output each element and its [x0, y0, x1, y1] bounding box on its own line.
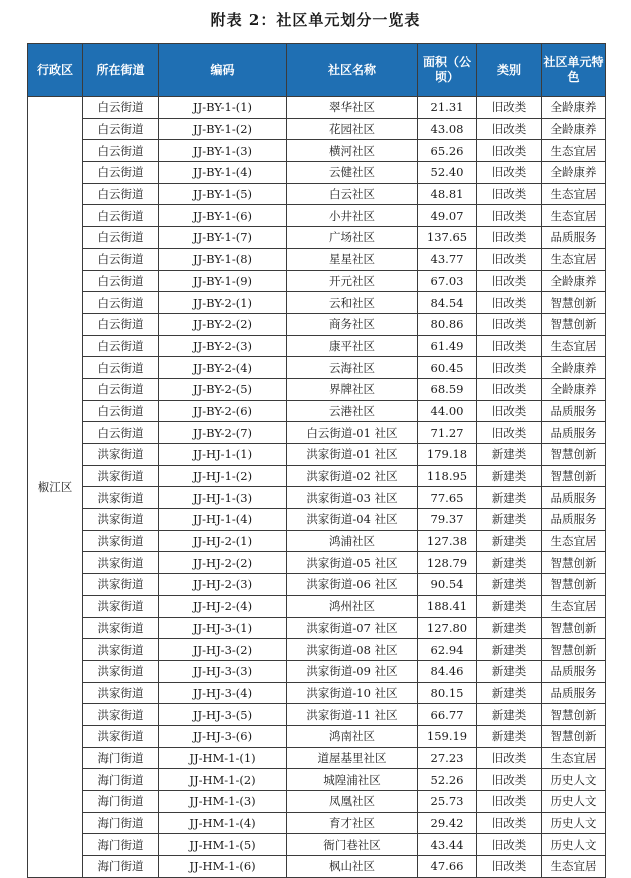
table-row	[28, 97, 606, 119]
table-row	[28, 378, 606, 400]
street-cell: 洪家街道	[83, 704, 159, 726]
category-cell: 新建类	[477, 617, 542, 639]
feature-cell: 品质服务	[542, 227, 606, 249]
feature-cell: 生态宜居	[542, 856, 606, 878]
table-row	[28, 313, 606, 335]
category-cell: 旧改类	[477, 422, 542, 444]
page-title: 附表 2：社区单元划分一览表	[210, 11, 421, 29]
community-name-cell: 枫山社区	[287, 856, 418, 878]
area-cell: 128.79	[418, 552, 477, 574]
street-cell: 洪家街道	[83, 725, 159, 747]
street-cell: 白云街道	[83, 400, 159, 422]
feature-cell: 智慧创新	[542, 617, 606, 639]
feature-cell: 全龄康养	[542, 118, 606, 140]
category-cell: 新建类	[477, 682, 542, 704]
street-cell: 海门街道	[83, 834, 159, 856]
code-cell: JJ-HM-1-(1)	[159, 747, 287, 769]
category-cell: 新建类	[477, 509, 542, 531]
area-cell: 25.73	[418, 791, 477, 813]
code-cell: JJ-HJ-2-(4)	[159, 595, 287, 617]
code-cell: JJ-BY-2-(3)	[159, 335, 287, 357]
header-street: 所在街道	[83, 44, 159, 97]
category-cell: 旧改类	[477, 812, 542, 834]
feature-cell: 全龄康养	[542, 378, 606, 400]
table-row	[28, 704, 606, 726]
street-cell: 海门街道	[83, 747, 159, 769]
code-cell: JJ-HJ-3-(3)	[159, 660, 287, 682]
feature-cell: 生态宜居	[542, 248, 606, 270]
code-cell: JJ-BY-1-(7)	[159, 227, 287, 249]
community-name-cell: 道屋基里社区	[287, 747, 418, 769]
community-name-cell: 云和社区	[287, 292, 418, 314]
feature-cell: 历史人文	[542, 769, 606, 791]
header-community-name: 社区名称	[287, 44, 418, 97]
category-cell: 旧改类	[477, 248, 542, 270]
category-cell: 旧改类	[477, 270, 542, 292]
category-cell: 新建类	[477, 704, 542, 726]
table-row	[28, 769, 606, 791]
category-cell: 新建类	[477, 639, 542, 661]
category-cell: 旧改类	[477, 834, 542, 856]
feature-cell: 品质服务	[542, 422, 606, 444]
category-cell: 旧改类	[477, 335, 542, 357]
community-name-cell: 康平社区	[287, 335, 418, 357]
category-cell: 旧改类	[477, 791, 542, 813]
table-row	[28, 747, 606, 769]
feature-cell: 品质服务	[542, 509, 606, 531]
community-name-cell: 洪家街道-04 社区	[287, 509, 418, 531]
code-cell: JJ-HJ-1-(1)	[159, 444, 287, 466]
code-cell: JJ-HJ-3-(1)	[159, 617, 287, 639]
category-cell: 旧改类	[477, 769, 542, 791]
code-cell: JJ-BY-1-(2)	[159, 118, 287, 140]
table-row	[28, 682, 606, 704]
area-cell: 43.77	[418, 248, 477, 270]
community-name-cell: 云健社区	[287, 162, 418, 184]
street-cell: 洪家街道	[83, 682, 159, 704]
street-cell: 白云街道	[83, 422, 159, 444]
street-cell: 白云街道	[83, 248, 159, 270]
table-row	[28, 444, 606, 466]
table-row	[28, 639, 606, 661]
area-cell: 179.18	[418, 444, 477, 466]
code-cell: JJ-HM-1-(5)	[159, 834, 287, 856]
code-cell: JJ-HJ-2-(1)	[159, 530, 287, 552]
category-cell: 新建类	[477, 660, 542, 682]
community-name-cell: 白云社区	[287, 183, 418, 205]
community-unit-table	[27, 43, 606, 878]
code-cell: JJ-HJ-1-(4)	[159, 509, 287, 531]
feature-cell: 品质服务	[542, 400, 606, 422]
area-cell: 52.40	[418, 162, 477, 184]
code-cell: JJ-BY-2-(5)	[159, 378, 287, 400]
feature-cell: 智慧创新	[542, 639, 606, 661]
category-cell: 旧改类	[477, 400, 542, 422]
table-row	[28, 595, 606, 617]
street-cell: 洪家街道	[83, 639, 159, 661]
community-name-cell: 鸿南社区	[287, 725, 418, 747]
area-cell: 80.86	[418, 313, 477, 335]
category-cell: 旧改类	[477, 162, 542, 184]
table-row	[28, 270, 606, 292]
category-cell: 新建类	[477, 444, 542, 466]
street-cell: 白云街道	[83, 97, 159, 119]
category-cell: 新建类	[477, 595, 542, 617]
table-row	[28, 834, 606, 856]
feature-cell: 智慧创新	[542, 704, 606, 726]
table-row	[28, 248, 606, 270]
street-cell: 洪家街道	[83, 660, 159, 682]
area-cell: 65.26	[418, 140, 477, 162]
street-cell: 白云街道	[83, 357, 159, 379]
community-name-cell: 洪家街道-08 社区	[287, 639, 418, 661]
category-cell: 旧改类	[477, 292, 542, 314]
area-cell: 61.49	[418, 335, 477, 357]
district-cell: 椒江区	[28, 97, 83, 878]
feature-cell: 生态宜居	[542, 747, 606, 769]
category-cell: 旧改类	[477, 97, 542, 119]
table-row	[28, 725, 606, 747]
street-cell: 白云街道	[83, 205, 159, 227]
feature-cell: 智慧创新	[542, 725, 606, 747]
code-cell: JJ-HJ-2-(2)	[159, 552, 287, 574]
street-cell: 白云街道	[83, 140, 159, 162]
area-cell: 127.80	[418, 617, 477, 639]
street-cell: 白云街道	[83, 292, 159, 314]
area-cell: 188.41	[418, 595, 477, 617]
street-cell: 白云街道	[83, 270, 159, 292]
street-cell: 洪家街道	[83, 444, 159, 466]
community-name-cell: 界牌社区	[287, 378, 418, 400]
table-row	[28, 183, 606, 205]
area-cell: 49.07	[418, 205, 477, 227]
table-row	[28, 422, 606, 444]
category-cell: 旧改类	[477, 747, 542, 769]
community-name-cell: 鸿州社区	[287, 595, 418, 617]
community-name-cell: 花园社区	[287, 118, 418, 140]
table-row	[28, 465, 606, 487]
table-row	[28, 118, 606, 140]
street-cell: 白云街道	[83, 118, 159, 140]
area-cell: 68.59	[418, 378, 477, 400]
feature-cell: 历史人文	[542, 834, 606, 856]
area-cell: 27.23	[418, 747, 477, 769]
code-cell: JJ-HM-1-(4)	[159, 812, 287, 834]
street-cell: 洪家街道	[83, 574, 159, 596]
category-cell: 旧改类	[477, 140, 542, 162]
community-name-cell: 广场社区	[287, 227, 418, 249]
area-cell: 79.37	[418, 509, 477, 531]
area-cell: 159.19	[418, 725, 477, 747]
street-cell: 洪家街道	[83, 465, 159, 487]
table-row	[28, 574, 606, 596]
community-name-cell: 洪家街道-05 社区	[287, 552, 418, 574]
community-name-cell: 白云街道-01 社区	[287, 422, 418, 444]
table-row	[28, 552, 606, 574]
area-cell: 48.81	[418, 183, 477, 205]
table-row	[28, 357, 606, 379]
category-cell: 旧改类	[477, 227, 542, 249]
feature-cell: 全龄康养	[542, 162, 606, 184]
street-cell: 白云街道	[83, 162, 159, 184]
feature-cell: 历史人文	[542, 791, 606, 813]
code-cell: JJ-BY-1-(5)	[159, 183, 287, 205]
street-cell: 白云街道	[83, 378, 159, 400]
street-cell: 洪家街道	[83, 617, 159, 639]
code-cell: JJ-BY-1-(6)	[159, 205, 287, 227]
community-name-cell: 凤凰社区	[287, 791, 418, 813]
table-row	[28, 205, 606, 227]
table-row	[28, 227, 606, 249]
community-name-cell: 鸿浦社区	[287, 530, 418, 552]
table-row	[28, 617, 606, 639]
feature-cell: 全龄康养	[542, 357, 606, 379]
code-cell: JJ-HJ-1-(3)	[159, 487, 287, 509]
area-cell: 127.38	[418, 530, 477, 552]
feature-cell: 历史人文	[542, 812, 606, 834]
category-cell: 新建类	[477, 487, 542, 509]
community-name-cell: 洪家街道-03 社区	[287, 487, 418, 509]
code-cell: JJ-HJ-3-(4)	[159, 682, 287, 704]
feature-cell: 智慧创新	[542, 313, 606, 335]
area-cell: 62.94	[418, 639, 477, 661]
category-cell: 旧改类	[477, 118, 542, 140]
header-feature: 社区单元特色	[542, 44, 606, 97]
street-cell: 白云街道	[83, 335, 159, 357]
table-row	[28, 660, 606, 682]
community-name-cell: 洪家街道-11 社区	[287, 704, 418, 726]
street-cell: 海门街道	[83, 812, 159, 834]
code-cell: JJ-HJ-3-(2)	[159, 639, 287, 661]
category-cell: 旧改类	[477, 856, 542, 878]
feature-cell: 智慧创新	[542, 292, 606, 314]
feature-cell: 品质服务	[542, 660, 606, 682]
community-name-cell: 小井社区	[287, 205, 418, 227]
area-cell: 43.08	[418, 118, 477, 140]
community-name-cell: 商务社区	[287, 313, 418, 335]
table-row	[28, 400, 606, 422]
street-cell: 白云街道	[83, 227, 159, 249]
area-cell: 21.31	[418, 97, 477, 119]
area-cell: 80.15	[418, 682, 477, 704]
code-cell: JJ-BY-1-(4)	[159, 162, 287, 184]
street-cell: 洪家街道	[83, 487, 159, 509]
table-body	[28, 97, 606, 878]
area-cell: 84.46	[418, 660, 477, 682]
table-row	[28, 292, 606, 314]
code-cell: JJ-HM-1-(2)	[159, 769, 287, 791]
category-cell: 旧改类	[477, 378, 542, 400]
code-cell: JJ-BY-2-(6)	[159, 400, 287, 422]
table-row	[28, 791, 606, 813]
category-cell: 新建类	[477, 725, 542, 747]
area-cell: 71.27	[418, 422, 477, 444]
street-cell: 海门街道	[83, 769, 159, 791]
feature-cell: 品质服务	[542, 682, 606, 704]
community-name-cell: 洪家街道-10 社区	[287, 682, 418, 704]
area-cell: 67.03	[418, 270, 477, 292]
feature-cell: 生态宜居	[542, 335, 606, 357]
street-cell: 洪家街道	[83, 595, 159, 617]
community-name-cell: 育才社区	[287, 812, 418, 834]
table-header-row	[28, 44, 606, 97]
feature-cell: 智慧创新	[542, 444, 606, 466]
code-cell: JJ-BY-1-(3)	[159, 140, 287, 162]
code-cell: JJ-HJ-1-(2)	[159, 465, 287, 487]
area-cell: 137.65	[418, 227, 477, 249]
header-category: 类别	[477, 44, 542, 97]
feature-cell: 全龄康养	[542, 270, 606, 292]
street-cell: 洪家街道	[83, 530, 159, 552]
community-name-cell: 开元社区	[287, 270, 418, 292]
category-cell: 新建类	[477, 530, 542, 552]
code-cell: JJ-HJ-2-(3)	[159, 574, 287, 596]
community-name-cell: 洪家街道-02 社区	[287, 465, 418, 487]
table-row	[28, 812, 606, 834]
street-cell: 洪家街道	[83, 552, 159, 574]
code-cell: JJ-HM-1-(6)	[159, 856, 287, 878]
area-cell: 118.95	[418, 465, 477, 487]
area-cell: 77.65	[418, 487, 477, 509]
community-name-cell: 城隍浦社区	[287, 769, 418, 791]
header-code: 编码	[159, 44, 287, 97]
area-cell: 29.42	[418, 812, 477, 834]
community-name-cell: 星星社区	[287, 248, 418, 270]
feature-cell: 智慧创新	[542, 465, 606, 487]
table-row	[28, 487, 606, 509]
category-cell: 新建类	[477, 465, 542, 487]
area-cell: 84.54	[418, 292, 477, 314]
area-cell: 66.77	[418, 704, 477, 726]
category-cell: 新建类	[477, 574, 542, 596]
table-row	[28, 335, 606, 357]
code-cell: JJ-BY-2-(1)	[159, 292, 287, 314]
feature-cell: 生态宜居	[542, 530, 606, 552]
category-cell: 新建类	[477, 552, 542, 574]
category-cell: 旧改类	[477, 313, 542, 335]
code-cell: JJ-HJ-3-(6)	[159, 725, 287, 747]
feature-cell: 生态宜居	[542, 140, 606, 162]
area-cell: 43.44	[418, 834, 477, 856]
header-district: 行政区	[28, 44, 83, 97]
area-cell: 60.45	[418, 357, 477, 379]
feature-cell: 生态宜居	[542, 595, 606, 617]
code-cell: JJ-BY-2-(4)	[159, 357, 287, 379]
code-cell: JJ-BY-2-(2)	[159, 313, 287, 335]
category-cell: 旧改类	[477, 357, 542, 379]
code-cell: JJ-BY-2-(7)	[159, 422, 287, 444]
street-cell: 白云街道	[83, 313, 159, 335]
community-name-cell: 洪家街道-01 社区	[287, 444, 418, 466]
street-cell: 海门街道	[83, 791, 159, 813]
feature-cell: 全龄康养	[542, 97, 606, 119]
code-cell: JJ-BY-1-(1)	[159, 97, 287, 119]
feature-cell: 生态宜居	[542, 205, 606, 227]
area-cell: 52.26	[418, 769, 477, 791]
code-cell: JJ-HJ-3-(5)	[159, 704, 287, 726]
feature-cell: 智慧创新	[542, 574, 606, 596]
feature-cell: 生态宜居	[542, 183, 606, 205]
street-cell: 洪家街道	[83, 509, 159, 531]
category-cell: 旧改类	[477, 183, 542, 205]
table-row	[28, 509, 606, 531]
area-cell: 47.66	[418, 856, 477, 878]
code-cell: JJ-BY-1-(8)	[159, 248, 287, 270]
community-name-cell: 云港社区	[287, 400, 418, 422]
table-row	[28, 140, 606, 162]
area-cell: 90.54	[418, 574, 477, 596]
feature-cell: 品质服务	[542, 487, 606, 509]
community-name-cell: 翠华社区	[287, 97, 418, 119]
street-cell: 白云街道	[83, 183, 159, 205]
community-name-cell: 横河社区	[287, 140, 418, 162]
community-name-cell: 衙门巷社区	[287, 834, 418, 856]
category-cell: 旧改类	[477, 205, 542, 227]
code-cell: JJ-BY-1-(9)	[159, 270, 287, 292]
community-name-cell: 洪家街道-06 社区	[287, 574, 418, 596]
community-name-cell: 云海社区	[287, 357, 418, 379]
table-row	[28, 530, 606, 552]
community-name-cell: 洪家街道-07 社区	[287, 617, 418, 639]
table-row	[28, 162, 606, 184]
street-cell: 海门街道	[83, 856, 159, 878]
area-cell: 44.00	[418, 400, 477, 422]
community-name-cell: 洪家街道-09 社区	[287, 660, 418, 682]
code-cell: JJ-HM-1-(3)	[159, 791, 287, 813]
feature-cell: 智慧创新	[542, 552, 606, 574]
header-area: 面积（公顷）	[418, 44, 477, 97]
